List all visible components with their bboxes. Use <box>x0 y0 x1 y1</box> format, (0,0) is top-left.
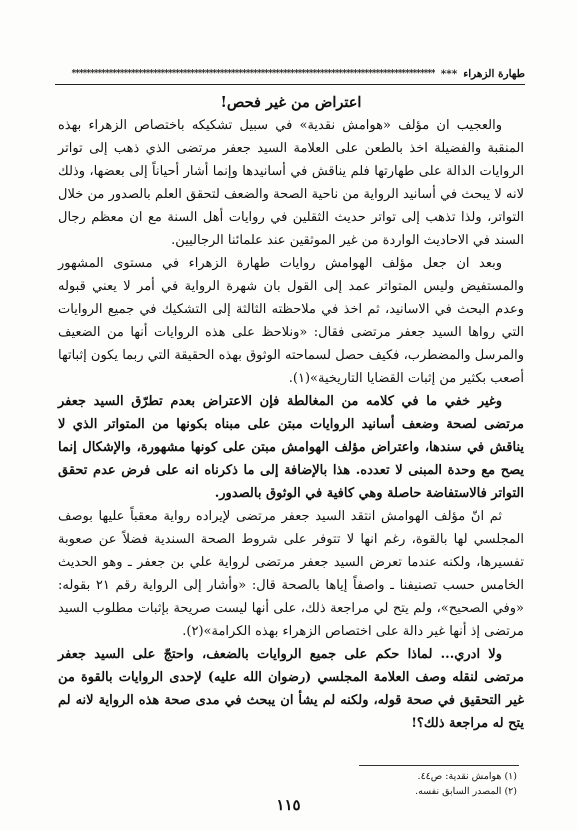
footnote-rule <box>359 765 519 766</box>
section-heading: اعتراض من غير فحص! <box>220 94 362 111</box>
footnote-1: (١) هوامش نقدية: ص٤٤. <box>417 771 517 782</box>
paragraph-1: والعجيب ان مؤلف «هوامش نقدية» في سبيل تشكيكه باختصاص الزهراء بهذه المنقبة والفضيلة اخذ بالطعن على العلامة السيد جعفر مرتضى الذي ذهب إلى تواتر الروايات الدالة على طهارتها فلم يناقش في أسانيدها وإنما أشار أحياناً إلى بعضها، وذلك لانه لا يبحث في أسانيد الرواية من ناحية الصحة والضعف لتحقق العلم بالصدور من خلال التواتر، ولذا تذهب إلى تواتر حديث الثقلين في روايات أهل السنة مع ان معظم رجال السند في الاحاديث الواردة من غير الموثقين عند علمائنا الرجاليين. <box>58 118 524 248</box>
header-rule <box>55 84 525 85</box>
paragraph-5: ولا ادري... لماذا حكم على جميع الروايات بالضعف، واحتجّ على السيد جعفر مرتضى لنقله وصف العلامة المجلسي (رضوان الله عليه) لإحدى الروايات بالقوة من غير التحقيق في صحة قوله، ولكنه لم يشأ ان يبحث في مدى صحة هذه الرواية لانه لم يتح له مراجعة ذلك؟! <box>58 647 524 731</box>
header-stars: ************************************************************************************************** <box>71 69 435 79</box>
paragraph-4: ثم انّ مؤلف الهوامش انتقد السيد جعفر مرتضى لإيراده رواية معقباً عليها بوصف المجلسي لها بالقوة، رغم انها لا تتوفر على شروط الصحة السندية فضلاً عن صعوبة تفسيرها، ولكنه عندما تعرض السيد جعفر مرتضى لرواية علي بن جعفر ـ وهو الحديث الخامس حسب تصنيفنا ـ واصفاً إياها بالصحة قال: «وأشار إلى الرواية رقم ٢١ بقوله: «وفي الصحيح»، ولم يتح لي مراجعة ذلك، على أنها ليست صريحة بإثبات مطلوب السيد مرتضى إذ أنها غير دالة على اختصاص الزهراء بهذه الكرامة»(٢). <box>58 509 525 639</box>
paragraph-3: وغير خفي ما في كلامه من المغالطة فإن الاعتراض بعدم تطرّق السيد جعفر مرتضى لصحة وضعف أسانيد الروايات مبتن على مبناه بكونها من المتواتر الذي لا يناقش في سندها، واعتراض مؤلف الهوامش مبتن على كونها مشهورة، والإشكال إنما يصح مع وحدة المبنى لا تعدده. هذا بالإضافة إلى ما ذكرناه انه على فرض عدم تحقق التواتر فالاستفاضة حاصلة وهي كافية في الوثوق بالصدور. <box>58 394 524 501</box>
page-number: ١١٥ <box>276 796 301 814</box>
header-title: طهارة الزهراء <box>463 68 525 80</box>
header-marker: *** <box>440 68 458 80</box>
paragraph-2: وبعد ان جعل مؤلف الهوامش روايات طهارة الزهراء في مستوى المشهور والمستفيض وليس المتواتر عمد إلى القول بان شهرة الرواية في أمر لا يعني قبوله وعدم البحث في الاسانيد، ثم اخذ في ملاحظته الثالثة إلى التشكيك في جميع الروايات التي رواها السيد جعفر مرتضى فقال: «ونلاحظ على هذه الروايات أنها من الضعيف والمرسل والمضطرب، فكيف حصل لسماحته الوثوق بهذه الحقيقة التي ربما يكون إثباتها أصعب بكثير من إثبات القضايا التاريخية»(١). <box>58 256 524 386</box>
footnote-2: (٢) المصدر السابق نفسه. <box>415 786 517 797</box>
running-header <box>55 66 525 82</box>
page-body <box>58 91 524 735</box>
footnotes <box>415 769 517 799</box>
